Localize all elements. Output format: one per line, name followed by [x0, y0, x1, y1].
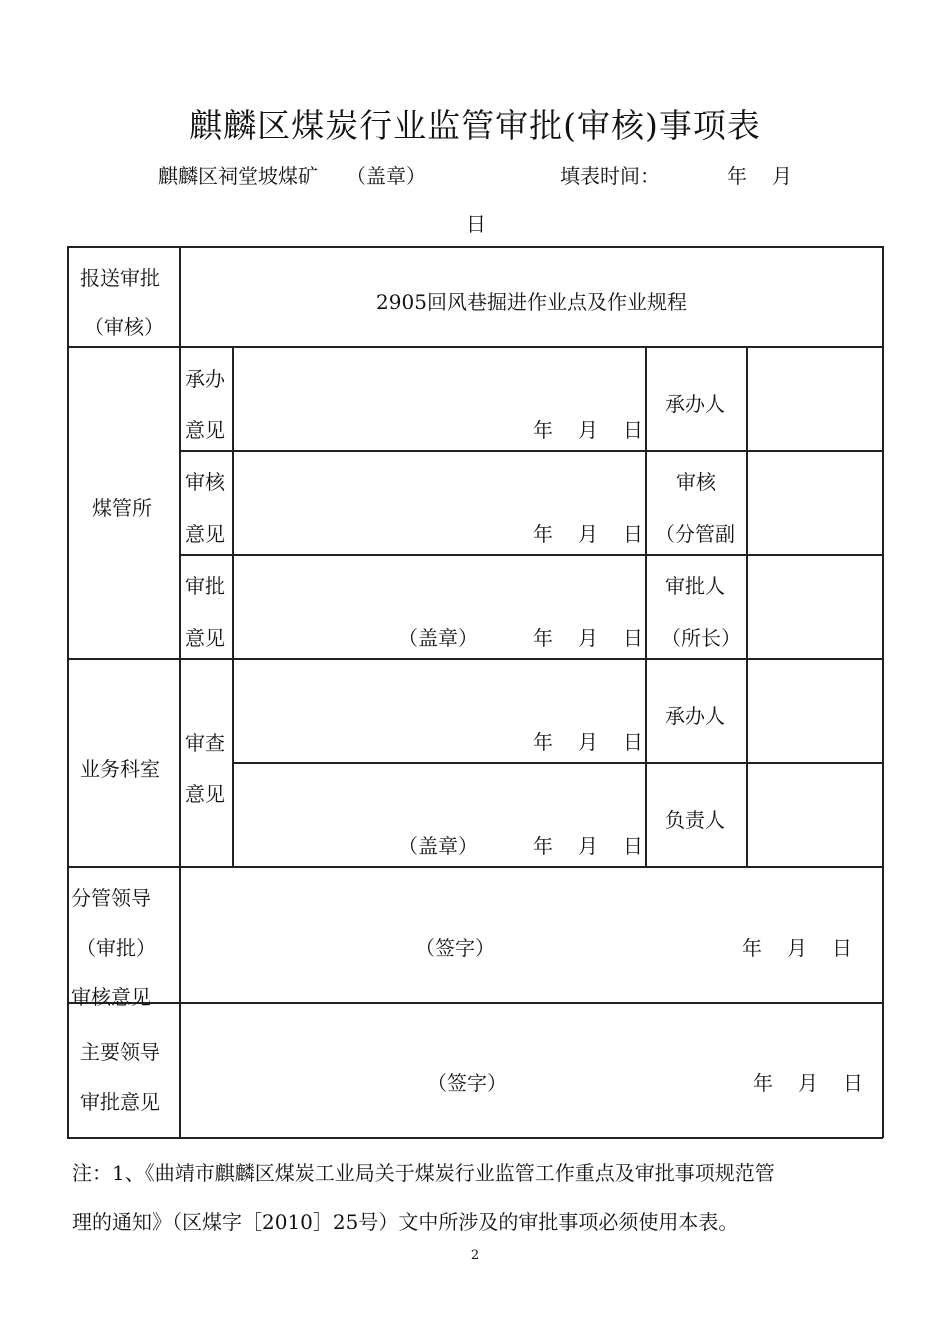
- date-month: 月: [787, 936, 807, 960]
- date-month: 月: [578, 626, 598, 650]
- date-day: 日: [832, 936, 852, 960]
- reviewer-label-2: （分管副: [655, 522, 735, 546]
- date-day: 日: [843, 1071, 863, 1095]
- main-leader-label-2: 审批意见: [80, 1090, 160, 1114]
- submit-label-line2: （审核）: [84, 315, 164, 339]
- submit-item-value: 2905回风巷掘进作业点及作业规程: [376, 290, 687, 314]
- page-number: 2: [470, 1248, 480, 1263]
- main-leader-label-1: 主要领导: [80, 1040, 160, 1064]
- check-opinion-label-1: 审查: [185, 731, 225, 755]
- handle-opinion-label-1: 承办: [185, 367, 225, 391]
- signature-mark: （签字）: [415, 936, 495, 960]
- table-border-top: [67, 246, 883, 248]
- check-opinion-label-2: 意见: [185, 782, 225, 806]
- date-day: 日: [623, 626, 643, 650]
- table-divider: [232, 346, 234, 867]
- date-month: 月: [578, 730, 598, 754]
- seal-mark: （盖章）: [398, 834, 478, 858]
- date-day: 日: [623, 418, 643, 442]
- header-seal: （盖章）: [346, 164, 426, 188]
- table-divider: [179, 246, 181, 1138]
- review-opinion-label-2: 意见: [185, 522, 225, 546]
- leader-label-2: （审批）: [76, 936, 156, 960]
- approver-label-2: （所长）: [661, 626, 741, 650]
- table-divider: [67, 1002, 883, 1004]
- table-divider: [232, 762, 883, 764]
- handle-opinion-label-2: 意见: [185, 418, 225, 442]
- date-year: 年: [742, 936, 762, 960]
- approver-label-1: 审批人: [665, 574, 725, 598]
- table-border-left: [67, 246, 69, 1138]
- dept-head-label: 负责人: [665, 808, 725, 832]
- coal-office-label: 煤管所: [92, 496, 152, 520]
- seal-mark: （盖章）: [398, 626, 478, 650]
- page-title: 麒麟区煤炭行业监管审批(审核)事项表: [189, 106, 761, 145]
- fill-time-label: 填表时间：: [560, 164, 660, 188]
- table-divider: [645, 346, 647, 867]
- header-month: 月: [772, 164, 792, 188]
- handler-label: 承办人: [665, 392, 725, 416]
- leader-label-1: 分管领导: [71, 886, 151, 910]
- table-border-bottom: [67, 1137, 883, 1139]
- table-divider: [67, 658, 883, 660]
- submit-label-line1: 报送审批: [80, 266, 160, 290]
- table-divider: [746, 346, 748, 867]
- header-day: 日: [466, 212, 486, 236]
- date-day: 日: [623, 730, 643, 754]
- note-line-2: 理的通知》（区煤字［2010］25号）文中所涉及的审批事项必须使用本表。: [72, 1210, 739, 1234]
- date-month: 月: [578, 418, 598, 442]
- table-divider: [67, 866, 883, 868]
- date-year: 年: [533, 834, 553, 858]
- dept-handler-label: 承办人: [665, 704, 725, 728]
- date-day: 日: [623, 834, 643, 858]
- table-divider: [67, 346, 883, 348]
- leader-label-3: 审核意见: [71, 985, 151, 1009]
- date-month: 月: [798, 1071, 818, 1095]
- date-year: 年: [533, 730, 553, 754]
- reviewer-label-1: 审核: [676, 470, 716, 494]
- review-opinion-label-1: 审核: [185, 470, 225, 494]
- date-month: 月: [578, 834, 598, 858]
- note-line-1: 注：1、《曲靖市麒麟区煤炭工业局关于煤炭行业监管工作重点及审批事项规范管: [72, 1161, 775, 1185]
- date-year: 年: [533, 522, 553, 546]
- header-year: 年: [727, 164, 747, 188]
- date-day: 日: [623, 522, 643, 546]
- table-divider: [180, 554, 883, 556]
- business-dept-label: 业务科室: [80, 757, 160, 781]
- approve-opinion-label-2: 意见: [185, 626, 225, 650]
- table-border-right: [882, 246, 884, 1138]
- table-divider: [180, 450, 883, 452]
- date-year: 年: [753, 1071, 773, 1095]
- date-month: 月: [578, 522, 598, 546]
- date-year: 年: [533, 418, 553, 442]
- date-year: 年: [533, 626, 553, 650]
- unit-name: 麒麟区祠堂坡煤矿: [158, 164, 318, 188]
- approve-opinion-label-1: 审批: [185, 574, 225, 598]
- signature-mark: （签字）: [427, 1071, 507, 1095]
